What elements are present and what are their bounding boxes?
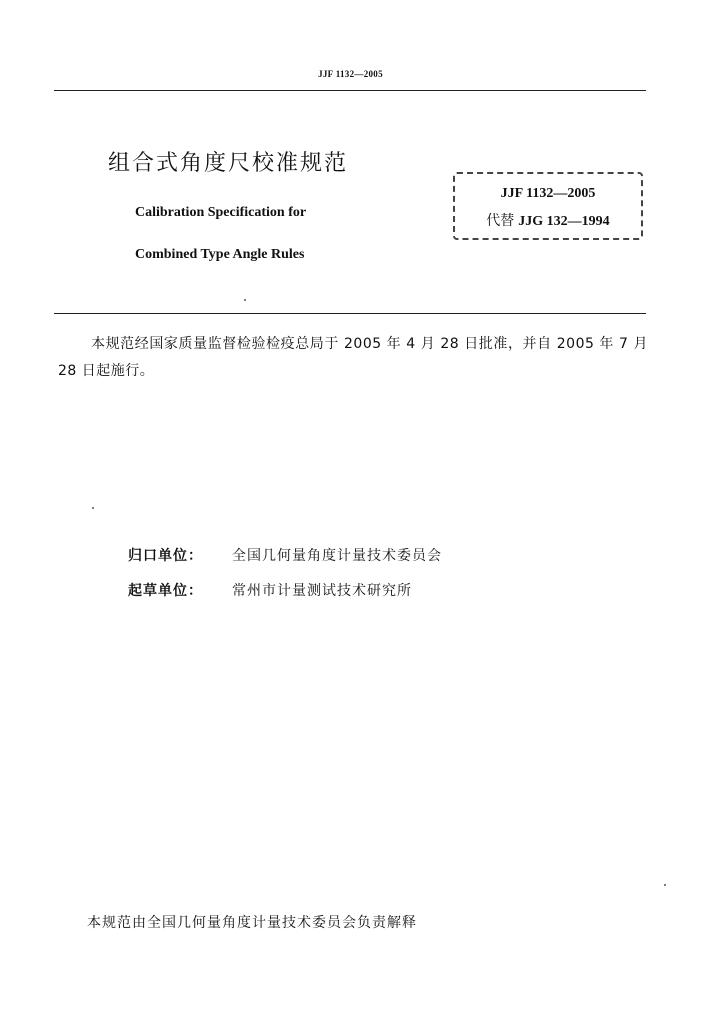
replaced-code: JJG 132—1994 bbox=[518, 214, 610, 229]
approval-paragraph: 本规范经国家质量监督检验检疫总局于 2005 年 4 月 28 日批准，并自 2005 年 7 月 28 日起施行。 bbox=[58, 336, 648, 379]
title-chinese: 组合式角度尺校准规范 bbox=[108, 151, 349, 176]
organization-value: 常州市计量测试技术研究所 bbox=[232, 583, 412, 599]
organization-row bbox=[128, 545, 442, 565]
title-english-line1: Calibration Specification for bbox=[135, 205, 307, 220]
speck-mark bbox=[664, 884, 666, 886]
header-rule bbox=[54, 90, 646, 91]
organization-label: 起草单位： bbox=[128, 583, 203, 599]
standard-code: JJF 1132—2005 bbox=[500, 186, 596, 201]
standard-code-box bbox=[453, 172, 643, 240]
main-rule bbox=[54, 313, 646, 314]
replaces-line bbox=[455, 210, 641, 230]
replaces-prefix: 代替 bbox=[486, 213, 515, 229]
organization-label: 归口单位： bbox=[128, 548, 203, 564]
speck-mark bbox=[244, 299, 246, 301]
title-english-line2: Combined Type Angle Rules bbox=[135, 247, 305, 262]
header-code: JJF 1132—2005 bbox=[318, 69, 383, 79]
interpretation-note: 本规范由全国几何量角度计量技术委员会负责解释 bbox=[87, 915, 417, 931]
organization-value: 全国几何量角度计量技术委员会 bbox=[232, 548, 442, 564]
speck-mark bbox=[92, 507, 94, 509]
organization-row bbox=[128, 580, 412, 600]
